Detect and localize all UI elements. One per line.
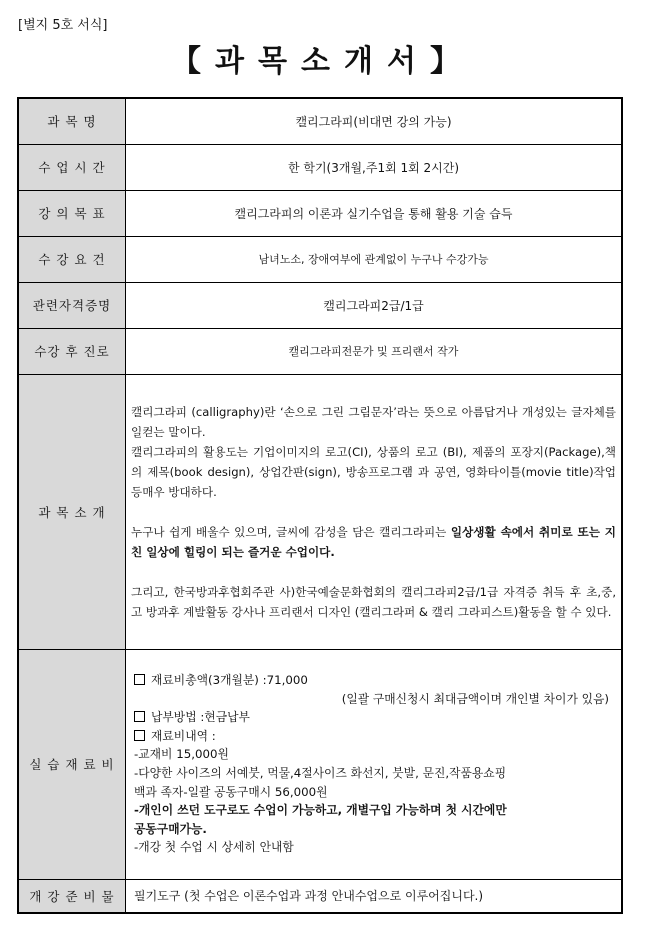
hours-value: 한 학기(3개월,주1회 1회 2시간) (126, 144, 623, 190)
intro-paragraph-2: 캘리그라피의 활용도는 기업이미지의 로고(CI), 상품의 로고 (BI), 제품의 포장지(Package),책의 제목(book design), 상업간판(sign), 방송프로그램 과 공연, 영화타이틀(movie title)작업등매우 방대하다. (131, 445, 616, 499)
materials-total: 재료비총액(3개월분) :71,000 (151, 673, 308, 688)
table-row (18, 236, 622, 282)
subject-label: 과 목 명 (18, 98, 126, 144)
materials-item-textbook: -교재비 15,000원 (134, 747, 229, 762)
subject-value: 캘리그라피(비대면 강의 가능) (126, 98, 623, 144)
materials-payment: 납부방법 :현금납부 (151, 710, 250, 725)
table-row (18, 98, 622, 144)
materials-item-tools-1: -다양한 사이즈의 서예붓, 먹물,4절사이즈 화선지, 붓발, 문진,작품용쇼핑 (134, 766, 507, 780)
table-row (18, 190, 622, 236)
intro-paragraph-1: 캘리그라피 (calligraphy)란 ‘손으로 그린 그림문자’라는 뜻으로 아름답거나 개성있는 글자체를 일컫는 말이다. (131, 405, 616, 439)
requirement-value: 남녀노소, 장애여부에 관계없이 누구나 수강가능 (126, 236, 623, 282)
goal-value: 캘리그라피의 이론과 실기수업을 통해 활용 기술 습득 (126, 190, 623, 236)
materials-content (126, 649, 623, 879)
career-label: 수강 후 진로 (18, 328, 126, 374)
materials-total-note: (일괄 구매신청시 최대금액이며 개인별 차이가 있음) (341, 691, 609, 706)
materials-label: 실 습 재 료 비 (18, 649, 126, 879)
checkbox-icon (134, 711, 145, 722)
intro-paragraph-3-highlight: 일상생활 속에서 취미로 또는 지친 일상에 힐링이 되는 즐거운 수업이다. (131, 525, 616, 559)
prep-label: 개 강 준 비 물 (18, 879, 126, 913)
table-row (18, 879, 622, 913)
materials-item-own-tools-2: 공동구매가능. (134, 821, 207, 836)
prep-value: 필기도구 (첫 수업은 이론수업과 과정 안내수업으로 이루어집니다.) (126, 879, 623, 913)
intro-label: 과 목 소 개 (18, 374, 126, 649)
materials-item-tools-2: 백과 족자-일괄 공동구매시 56,000원 (134, 784, 328, 799)
table-row (18, 328, 622, 374)
hours-label: 수 업 시 간 (18, 144, 126, 190)
table-row (18, 144, 622, 190)
form-number-label: [별지 5호 서식] (18, 18, 108, 33)
materials-item-guidance: -개강 첫 수업 시 상세히 안내함 (134, 840, 294, 855)
intro-paragraph-4: 그리고, 한국방과후협회주관 사)한국예술문화협회의 캘리그라피2급/1급 자격증 취득 후 초,중,고 방과후 계발활동 강사나 프리랜서 디자인 (캘리그라퍼 & 캘리 그라피스트)활동을 할 수 있다. (131, 585, 616, 619)
table-row (18, 282, 622, 328)
requirement-label: 수 강 요 건 (18, 236, 126, 282)
materials-breakdown: 재료비내역 : (151, 728, 216, 743)
checkbox-icon (134, 674, 145, 685)
materials-item-own-tools-1: -개인이 쓰던 도구로도 수업이 가능하고, 개별구입 가능하며 첫 시간에만 (134, 803, 507, 818)
course-info-table (17, 97, 623, 914)
career-value: 캘리그라피전문가 및 프리랜서 작가 (126, 328, 623, 374)
intro-content (126, 374, 623, 649)
intro-paragraph-3 (131, 522, 616, 562)
intro-paragraph-3-text: 누구나 쉽게 배울수 있으며, 글씨에 감성을 담은 캘리그라피는 (131, 525, 451, 539)
goal-label: 강 의 목 표 (18, 190, 126, 236)
table-row (18, 374, 622, 649)
certificate-label: 관련자격증명 (18, 282, 126, 328)
table-row (18, 649, 622, 879)
document-title: 【과목소개서】 (171, 44, 474, 79)
certificate-value: 캘리그라피2급/1급 (126, 282, 623, 328)
checkbox-icon (134, 730, 145, 741)
